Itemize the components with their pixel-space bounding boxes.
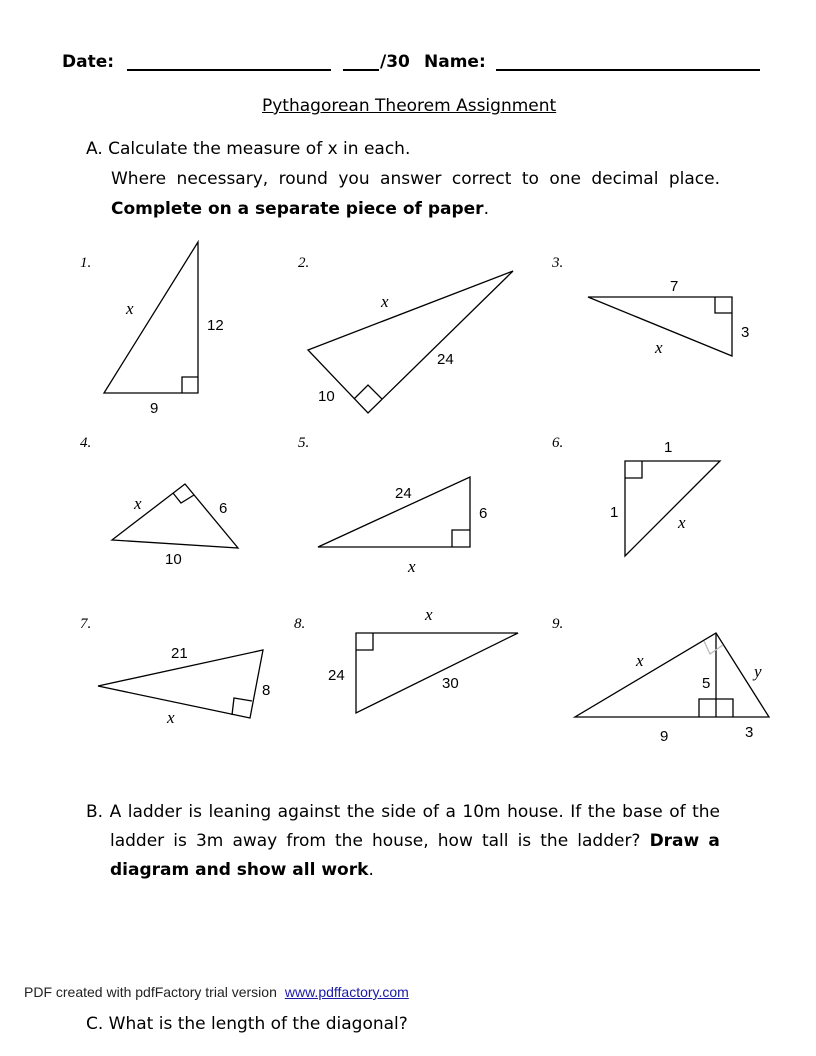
figure-number-4: 4. — [80, 435, 92, 451]
name-label: Name: — [424, 52, 486, 72]
figure-9-base-left-label: 9 — [660, 728, 669, 745]
triangle-5 — [318, 477, 470, 547]
figure-5-leg1-label: 6 — [479, 505, 488, 522]
right-angle-3 — [715, 297, 732, 313]
figure-9-left-label: x — [636, 651, 644, 670]
figure-6-hyp-label: x — [678, 513, 686, 532]
figure-2-leg1-label: 24 — [437, 351, 454, 368]
figure-1-hyp-label: x — [126, 299, 134, 318]
figure-6-leg1-label: 1 — [664, 439, 673, 456]
pdf-footer — [24, 984, 409, 1000]
figure-1-leg1-label: 12 — [207, 317, 224, 334]
figure-3-hyp-label: x — [655, 338, 663, 357]
right-angle-8 — [356, 633, 373, 650]
section-b-line1: B. A ladder is leaning against the side of a 10m house. If the base of the — [86, 802, 720, 822]
figure-6-leg2-label: 1 — [610, 504, 619, 521]
section-a-line3: Complete on a separate piece of paper. — [111, 199, 489, 219]
figure-5-leg2-label: x — [408, 557, 416, 576]
section-a-instruction: A. Calculate the measure of x in each. — [86, 139, 411, 159]
right-angle-9-top — [704, 641, 723, 654]
score-label: /30 — [380, 52, 410, 72]
figure-7-leg2-label: x — [167, 708, 175, 727]
figure-7-hyp-label: 21 — [171, 645, 188, 662]
right-angle-4 — [173, 493, 194, 503]
figure-8-hyp-label: 30 — [442, 675, 459, 692]
figure-number-6: 6. — [552, 435, 564, 451]
figure-number-2: 2. — [298, 255, 310, 271]
triangle-8 — [356, 633, 518, 713]
figure-3-leg1-label: 7 — [670, 278, 679, 295]
figure-number-9: 9. — [552, 616, 564, 632]
figure-9-base-right-label: 3 — [745, 724, 754, 741]
footer-text: PDF created with pdfFactory trial version — [24, 984, 277, 1000]
figure-5-hyp-label: 24 — [395, 485, 412, 502]
figure-4-leg1-label: x — [134, 494, 142, 513]
figure-8-leg1-label: x — [425, 605, 433, 624]
figure-3-leg2-label: 3 — [741, 324, 750, 341]
figure-8-leg2-label: 24 — [328, 667, 345, 684]
footer-link[interactable]: www.pdffactory.com — [284, 984, 409, 1000]
triangle-1 — [104, 242, 198, 393]
figure-2-hyp-label: x — [381, 292, 389, 311]
figure-9-right-label: y — [754, 662, 762, 681]
right-angle-5 — [452, 530, 470, 547]
right-angle-1 — [182, 377, 198, 393]
right-angle-7 — [232, 698, 252, 715]
triangle-2 — [308, 271, 513, 413]
figure-number-8: 8. — [294, 616, 306, 632]
figure-number-7: 7. — [80, 616, 92, 632]
figure-4-leg2-label: 6 — [219, 500, 228, 517]
section-a-line2: Where necessary, round you answer correct to one decimal place. — [111, 169, 720, 189]
right-angle-2 — [354, 385, 382, 399]
figure-number-1: 1. — [80, 255, 92, 271]
page-title: Pythagorean Theorem Assignment — [262, 96, 557, 116]
section-b-line3: diagram and show all work. — [110, 860, 374, 880]
figure-4-hyp-label: 10 — [165, 551, 182, 568]
figure-number-3: 3. — [552, 255, 564, 271]
figure-9-height-label: 5 — [702, 675, 711, 692]
triangle-9 — [575, 633, 769, 717]
figure-7-leg1-label: 8 — [262, 682, 271, 699]
figure-number-5: 5. — [298, 435, 310, 451]
triangle-6 — [625, 461, 720, 556]
figure-2-leg2-label: 10 — [318, 388, 335, 405]
section-c-question: C. What is the length of the diagonal? — [86, 1014, 408, 1034]
figure-1-leg2-label: 9 — [150, 400, 159, 417]
section-b-line2: ladder is 3m away from the house, how tall is the ladder? Draw a — [110, 831, 720, 851]
date-label: Date: — [62, 52, 115, 72]
right-angle-6 — [625, 461, 642, 478]
